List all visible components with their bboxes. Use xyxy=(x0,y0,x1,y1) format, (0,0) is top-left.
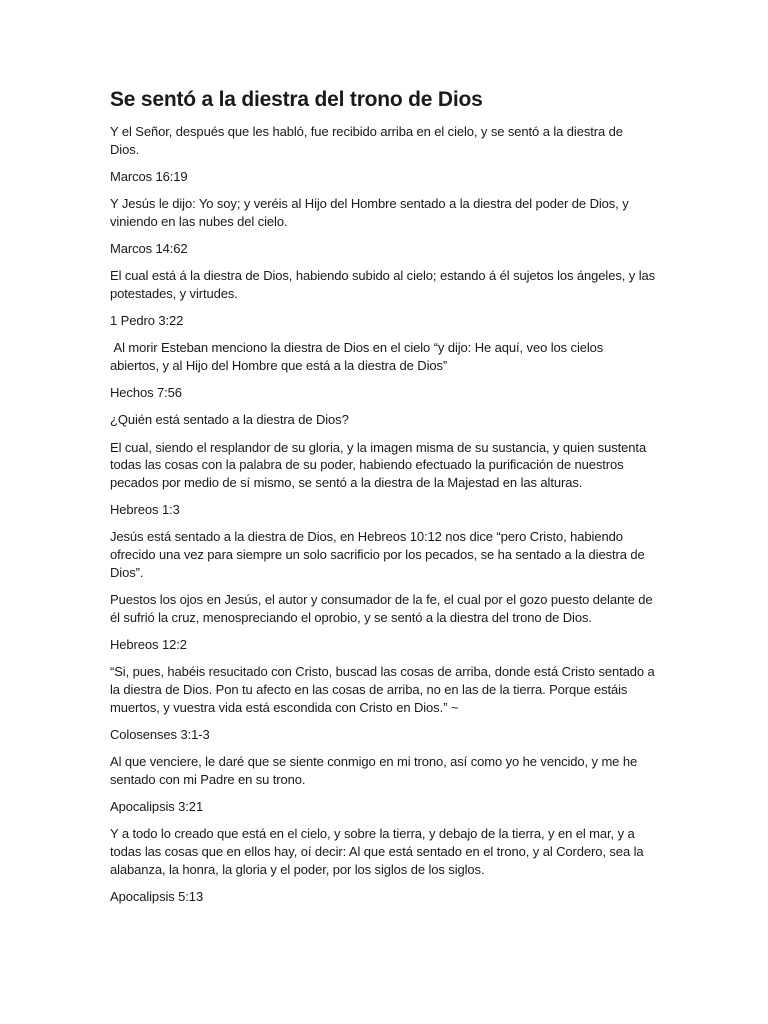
verse-text: “Si, pues, habéis resucitado con Cristo, buscad las cosas de arriba, donde está Cristo sentado a la diestra de Dios. Pon tu afecto en las cosas de arriba, no en las de la tierra. Porque estáis muertos, y vuestra vida está escondida con Cristo en Dios.” ~ xyxy=(110,664,655,715)
commentary-text: Jesús está sentado a la diestra de Dios, en Hebreos 10:12 nos dice “pero Cristo, habiendo ofrecido una vez para siempre un solo sacrificio por los pecados, se ha sentado a la diestra de Dios”. xyxy=(110,529,645,580)
document-title: Se sentó a la diestra del trono de Dios xyxy=(110,88,483,111)
verse-reference: Marcos 16:19 xyxy=(110,168,188,184)
section-question: ¿Quién está sentado a la diestra de Dios? xyxy=(110,412,349,428)
verse-text: El cual está á la diestra de Dios, habiendo subido al cielo; estando á él sujetos los ángeles, y las potestades, y virtudes. xyxy=(110,268,656,301)
verse-reference: Colosenses 3:1-3 xyxy=(110,726,210,742)
verse-text: El cual, siendo el resplandor de su gloria, y la imagen misma de su sustancia, y quien sustenta todas las cosas con la palabra de su poder, habiendo efectuado la purificación de nuestros pecados por medio de sí mismo, se sentó a la diestra de la Majestad en las alturas. xyxy=(110,439,647,491)
verse-reference: Hebreos 1:3 xyxy=(110,502,180,518)
verse-reference: Apocalipsis 5:13 xyxy=(110,888,204,904)
verse-reference: Marcos 14:62 xyxy=(110,241,188,257)
verse-text: Y el Señor, después que les habló, fue recibido arriba en el cielo, y se sentó a la diestra de Dios. xyxy=(110,124,623,157)
document-page xyxy=(110,86,655,915)
verse-text: Al morir Esteban menciono la diestra de Dios en el cielo “y dijo: He aquí, veo los cielos abiertos, y al Hijo del Hombre que está a la diestra de Dios” xyxy=(110,340,607,374)
verse-reference: Apocalipsis 3:21 xyxy=(110,798,204,814)
verse-reference: Hechos 7:56 xyxy=(110,385,182,401)
verse-text: Al que venciere, le daré que se siente conmigo en mi trono, así como yo he vencido, y me he sentado con mi Padre en su trono. xyxy=(110,753,638,787)
verse-reference: Hebreos 12:2 xyxy=(110,636,187,652)
verse-reference: 1 Pedro 3:22 xyxy=(110,313,184,329)
verse-text: Y Jesús le dijo: Yo soy; y veréis al Hijo del Hombre sentado a la diestra del poder de Dios, y viniendo en las nubes del cielo. xyxy=(110,196,629,229)
verse-text: Puestos los ojos en Jesús, el autor y consumador de la fe, el cual por el gozo puesto delante de él sufrió la cruz, menospreciando el oprobio, y se sentó a la diestra del trono de Dios. xyxy=(110,592,653,625)
verse-text: Y a todo lo creado que está en el cielo, y sobre la tierra, y debajo de la tierra, y en el mar, y a todas las cosas que en ellos hay, oí decir: Al que está sentado en el trono, y al Cordero, sea la alabanza, la honra, la gloria y el poder, por los siglos de los siglos. xyxy=(110,826,644,877)
